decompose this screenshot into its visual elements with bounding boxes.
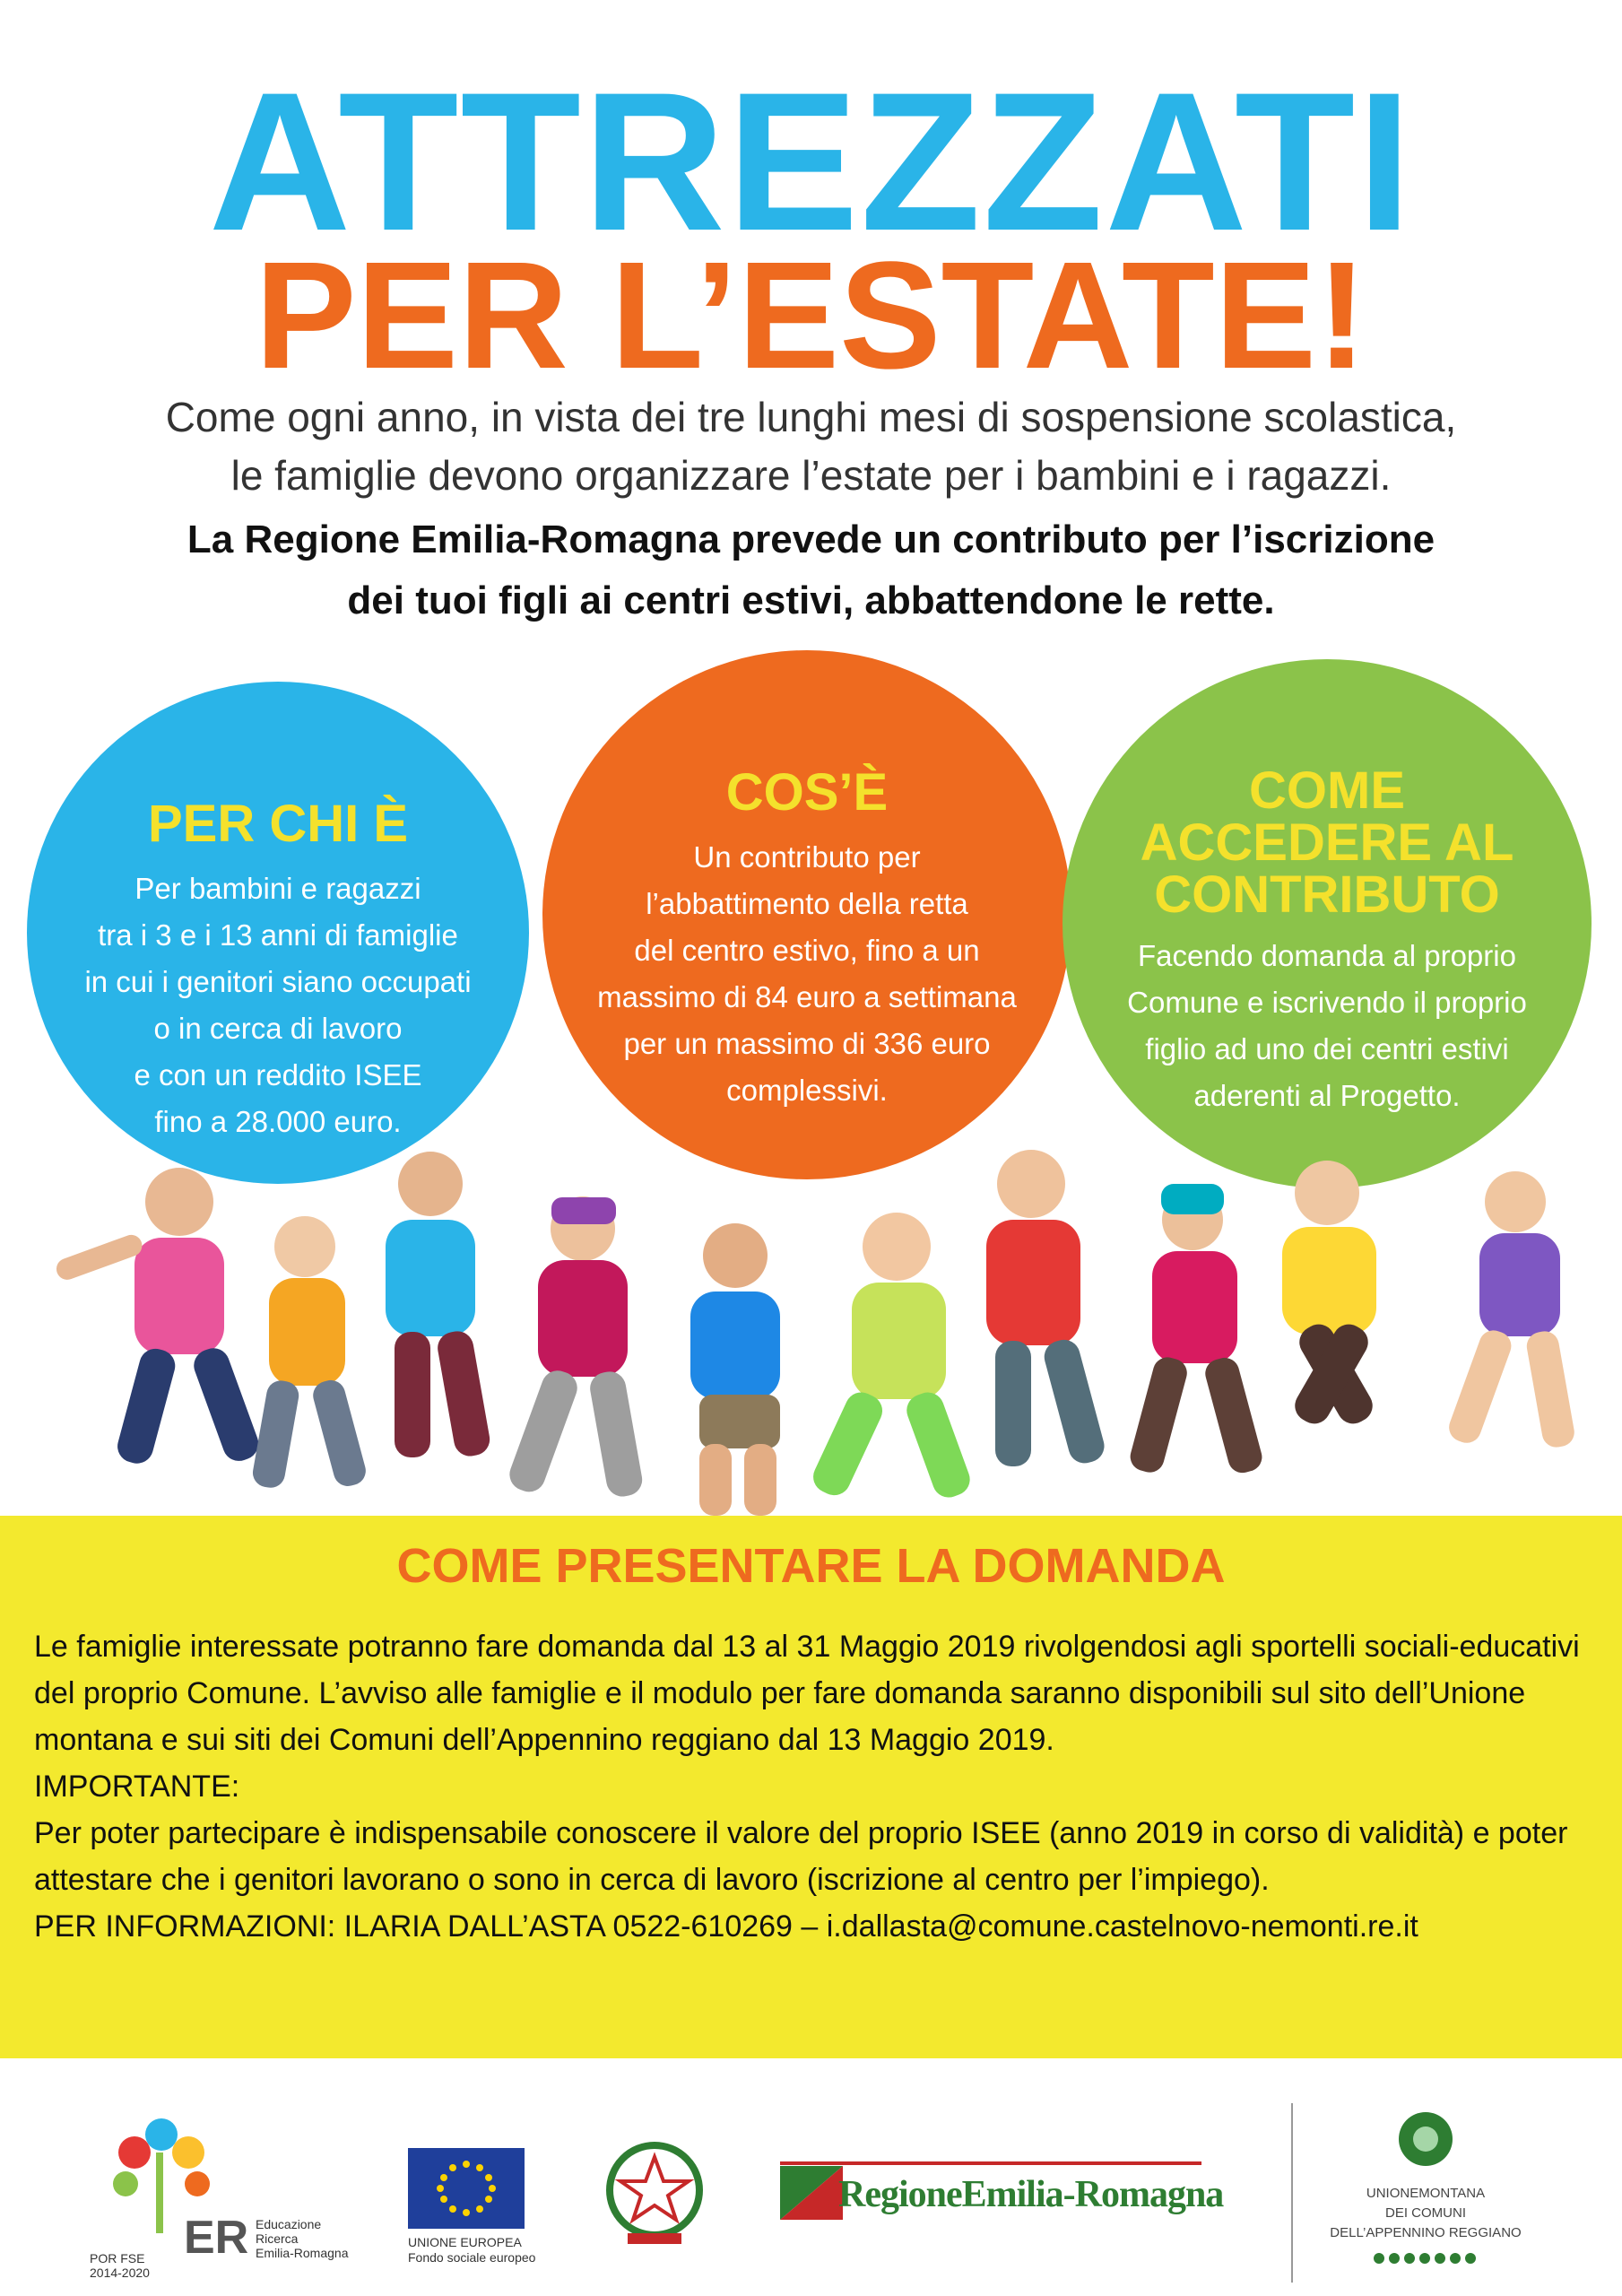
er-letters: ER (184, 2212, 249, 2264)
regione-flag-icon (780, 2166, 843, 2220)
intro-line3: La Regione Emilia-Romagna prevede un contributo per l’iscrizione (186, 517, 1436, 561)
child-figure (690, 1223, 780, 1516)
unione-line: UNIONEMONTANA (1366, 2186, 1486, 2201)
circle-heading-line: CONTRIBUTO (1154, 865, 1500, 924)
circle-body-line: Facendo domanda al proprio (1138, 939, 1516, 972)
circle-heading (1063, 761, 1592, 924)
italian-republic-emblem-icon (601, 2135, 708, 2251)
circle-heading-line: COS’È (725, 763, 889, 822)
circle-body-line: o in cerca di lavoro (153, 1012, 403, 1045)
eu-line: UNIONE EUROPEA (408, 2235, 522, 2249)
circle-body-line: Per bambini e ragazzi (134, 872, 421, 905)
eu-label (408, 2235, 535, 2266)
main-title-line2: PER L’ESTATE! (255, 230, 1367, 401)
footer-divider (1291, 2103, 1293, 2283)
circle-body-line: in cui i genitori siano occupati (84, 965, 472, 998)
circle-heading (27, 795, 529, 853)
circle-body-line: tra i 3 e i 13 anni di famiglie (98, 918, 458, 952)
important-label: IMPORTANTE: (34, 1770, 240, 1804)
circle-heading-line: PER CHI È (147, 795, 409, 853)
intro-line1: Come ogni anno, in vista dei tre lunghi mesi di sospensione scolastica, (165, 394, 1457, 440)
er-label (256, 2217, 348, 2260)
unione-montana-label (1327, 2184, 1524, 2243)
circle-body (569, 834, 1045, 1114)
unione-montana-leaf-icon (1394, 2108, 1457, 2170)
eu-line: Fondo sociale europeo (408, 2250, 536, 2265)
circle-body-line: Comune e iscrivendo il proprio (1127, 986, 1527, 1019)
how-to-apply-body (34, 1623, 1594, 1950)
child-figure (1445, 1171, 1577, 1449)
circle-body-line: fino a 28.000 euro. (154, 1105, 402, 1138)
circle-heading (542, 763, 1071, 822)
regione-top-bar (780, 2161, 1201, 2165)
circle-body (54, 865, 502, 1145)
por-years-text: 2014-2020 (90, 2266, 150, 2280)
unione-dots-icon (1372, 2251, 1479, 2266)
child-figure (1127, 1184, 1265, 1476)
circle-heading-line: COME (1249, 761, 1405, 820)
main-title-line1: ATTREZZATI (208, 51, 1414, 272)
circle-body-line: del centro estivo, fino a un (634, 934, 980, 967)
child-figure (505, 1196, 645, 1499)
intro-line4: dei tuoi figli ai centri estivi, abbattendone le rette. (347, 578, 1275, 622)
er-line: Educazione (256, 2217, 322, 2231)
how-paragraph-1: Le famiglie interessate potranno fare domanda dal 13 al 31 Maggio 2019 rivolgendosi agli sportelli sociali-educativi del proprio Comune. L’avviso alle famiglie e il modulo per fare domanda saranno disponibili sul sito dell’Unione montana e sui siti dei Comuni dell’Appennino reggiano dal 13 Maggio 2019. (34, 1630, 1580, 1757)
how-to-apply-title: COME PRESENTARE LA DOMANDA (396, 1539, 1226, 1593)
child-figure (808, 1213, 975, 1502)
circle-body-line: Un contributo per (693, 840, 921, 874)
circle-come-accedere (1063, 659, 1592, 1188)
por-fse-label (90, 2251, 150, 2280)
contact-info: PER INFORMAZIONI: ILARIA DALL’ASTA 0522-610269 – i.dallasta@comune.castelnovo-nemonti.re.it (34, 1909, 1418, 1944)
jumping-children-photo (0, 1148, 1622, 1525)
er-line: Emilia-Romagna (256, 2246, 349, 2260)
circle-body-line: per un massimo di 336 euro (623, 1027, 991, 1060)
circle-body-line: e con un reddito ISEE (134, 1058, 422, 1091)
circle-body-line: complessivi. (726, 1074, 888, 1107)
child-figure (386, 1152, 492, 1458)
circle-body-line: massimo di 84 euro a settimana (597, 980, 1017, 1013)
intro-line2: le famiglie devono organizzare l’estate per i bambini e i ragazzi. (230, 452, 1392, 499)
footer-logos (0, 2063, 1622, 2296)
por-fse-text: POR FSE (90, 2251, 145, 2266)
circle-body-line: l’abbattimento della retta (646, 887, 968, 920)
child-figure (1282, 1161, 1378, 1430)
circle-body-line: figlio ad uno dei centri estivi (1145, 1032, 1509, 1065)
unione-line: DELL’APPENNINO REGGIANO (1330, 2225, 1522, 2240)
how-paragraph-2: Per poter partecipare è indispensabile conoscere il valore del proprio ISEE (anno 2019 in corso di validità) e poter attestare che i genitori lavorano o sono in cerca di lavoro (iscrizione al centro per l’impiego). (34, 1816, 1568, 1897)
child-figure (54, 1168, 264, 1467)
child-figure (250, 1216, 369, 1490)
er-line: Ricerca (256, 2231, 299, 2246)
unione-line: DEI COMUNI (1385, 2205, 1466, 2221)
circle-heading-line: ACCEDERE AL (1140, 813, 1514, 872)
regione-emilia-romagna-logo: RegioneEmilia-Romagna (838, 2174, 1224, 2215)
circle-per-chi-e (27, 682, 529, 1184)
circle-cos-e (542, 650, 1071, 1179)
circle-body (1089, 933, 1565, 1119)
circle-body-line: aderenti al Progetto. (1193, 1079, 1461, 1112)
eu-flag-icon (408, 2148, 525, 2229)
child-figure (986, 1150, 1108, 1466)
